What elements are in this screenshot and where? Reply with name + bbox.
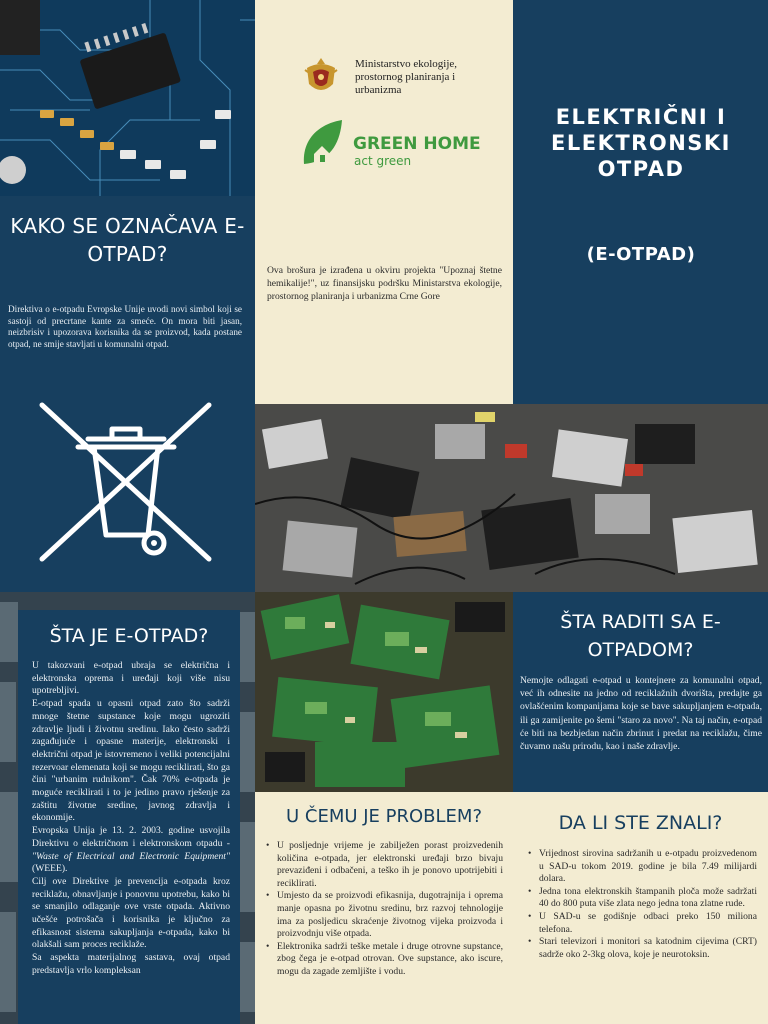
green-home-logo-text: GREEN HOME [353, 134, 481, 154]
problem-panel [255, 792, 513, 1024]
problem-list [263, 840, 503, 979]
fact-item-3: • U SAD-u se godišnje odbaci preko 150 miliona telefona. [525, 911, 757, 936]
what-is-paragraph-5: Sa aspekta materijalnog sastava, ovaj otpad predstavlja vrlo kompleksan [32, 952, 230, 976]
act-green-tagline: act green [354, 154, 412, 168]
what-is-text [32, 660, 230, 978]
what-is-paragraph-3 [32, 825, 230, 876]
problem-item-2: • Umjesto da se proizvodi efikasnija, dugotrajnija i oprema manje opasna po životnu sredinu, brz razvoj tehnologije ima za posljedicu skraćenje životnog vijeka proizvoda i proizvodnju više otpada. [263, 890, 503, 940]
circuit-boards-photo [255, 592, 513, 792]
what-to-do-panel [513, 592, 768, 792]
circuit-board-illustration [0, 0, 255, 196]
circuit-board-photo [0, 0, 255, 196]
weee-directive-name: "Waste of Electrical and Electronic Equipment" [32, 850, 230, 862]
cover-panel [513, 0, 768, 404]
marking-text: Direktiva o e-otpadu Evropske Unije uvodi novi simbol koji se sastoji od precrtane kante za smeće. On mora biti jasan, neizbrisiv i upozorava korisnika da se proizvod, kada postane otpad, ne smije stavljati u komunalni otpad. [8, 304, 242, 349]
partners-panel [255, 0, 513, 404]
ministry-name: Ministarstvo ekologije, prostornog planiranja i urbanizma [355, 58, 458, 96]
montenegro-coat-of-arms-icon [303, 56, 339, 98]
marking-heading: KAKO SE OZNAČAVA E-OTPAD? [10, 214, 245, 266]
crossed-out-wheelie-bin-icon [38, 401, 213, 563]
problem-item-1: • U posljednje vrijeme je zabilježen porast proizvedenih količina e-otpada, jer elektronski uređaji brzo bivaju prevaziđeni i odbačeni, a teško ih je ponovo upotrijebiti i reciklirati. [263, 840, 503, 890]
what-is-panel [18, 610, 240, 1024]
did-you-know-heading: DA LI STE ZNALI? [558, 812, 723, 834]
problem-heading: U ČEMU JE PROBLEM? [285, 806, 483, 827]
fact-item-1: • Vrijednost sirovina sadržanih u e-otpadu proizvedenom u SAD-u tokom 2019. godine je bila 7.49 milijardi dolara. [525, 848, 757, 886]
what-is-paragraph-4: Cilj ove Direktive je prevencija e-otpada kroz reciklažu, obnavljanje i ponovnu upotrebu, kako bi se smanjilo odlaganje ove vrste otpada. Aktivno učešće potrošača i korisnika je ključno za efikasnost sistema sakupljanja e-otpada, kako bi olakšali sam proces reciklaže. [32, 875, 230, 951]
marking-panel [0, 196, 255, 592]
what-is-paragraph-3a: Evropska Unija je 13. 2. 2003. godine usvojila Direktivu o električnom i elektronskom otpadu - [32, 825, 230, 849]
what-is-heading: ŠTA JE E-OTPAD? [49, 625, 209, 647]
project-funding-text: Ova brošura je izrađena u okviru projekta "Upoznaj štetne hemikalije!", uz finansijsku podršku Ministarstva ekologije, prostornog planiranja i urbanizma Crne Gore [267, 265, 502, 303]
fact-item-2: • Jedna tona elektronskih štampanih ploča može sadržati 40 do 800 puta više zlata nego jedna tona zlatne rude. [525, 886, 757, 911]
what-is-paragraph-1: U takozvani e-otpad ubraja se električna i elektronska oprema i uređaji koji više nisu upotrebljivi. [32, 660, 230, 697]
did-you-know-panel [513, 792, 768, 1024]
did-you-know-list [525, 848, 757, 961]
what-to-do-text: Nemojte odlagati e-otpad u kontejnere za komunalni otpad, već ih odnesite na jedno od reciklažnih dvorišta, predajte ga ovlašćenim kompanijama koje se bave sakupljanjem e-otpada, ili ga zamijenite po šemi "staro za novo". Na taj način, e-otpad će biti na bezbjedan način zbrinut i predat na reciklažu, čime čuvamo našu prirodu, kao i naše zdravlje. [520, 675, 762, 753]
green-home-leaf-icon [300, 118, 344, 168]
what-is-paragraph-3b: (WEEE). [32, 863, 68, 875]
cover-subtitle: (E-OTPAD) [586, 244, 696, 265]
fact-item-4: • Stari televizori i monitori sa katodnim cijevima (CRT) sadrže oko 2-3kg olova, koje je neurotoksin. [525, 936, 757, 961]
what-is-paragraph-2: E-otpad spada u opasni otpad zato što sadrži mnoge štetne supstance koje mogu ugroziti zdravlje ljudi i životnu sredinu. Iako često sadrži zagađujuće i opasne materije, elektronski i električni otpad je istovremeno i veliki potencijalni rezervoar elemenata koji se mogu reciklirati, što ga čini "urbanim rudnikom". Čak 70% e-otpada je moguće reciklirati i to je jedino pravo rješenje za zaštitu životne sredine, javnog zdravlja i ekonomije. [32, 698, 230, 824]
cover-title: ELEKTRIČNI I ELEKTRONSKI OTPAD [551, 105, 731, 181]
what-to-do-heading: ŠTA RADITI SA E-OTPADOM? [560, 611, 721, 661]
problem-item-3: • Elektronika sadrži teške metale i druge otrovne supstance, zbog čega je e-otpad otrovan. Ove supstance, ako iscure, mogu da zagade zemljište i vodu. [263, 941, 503, 979]
e-waste-pile-photo [255, 404, 768, 592]
